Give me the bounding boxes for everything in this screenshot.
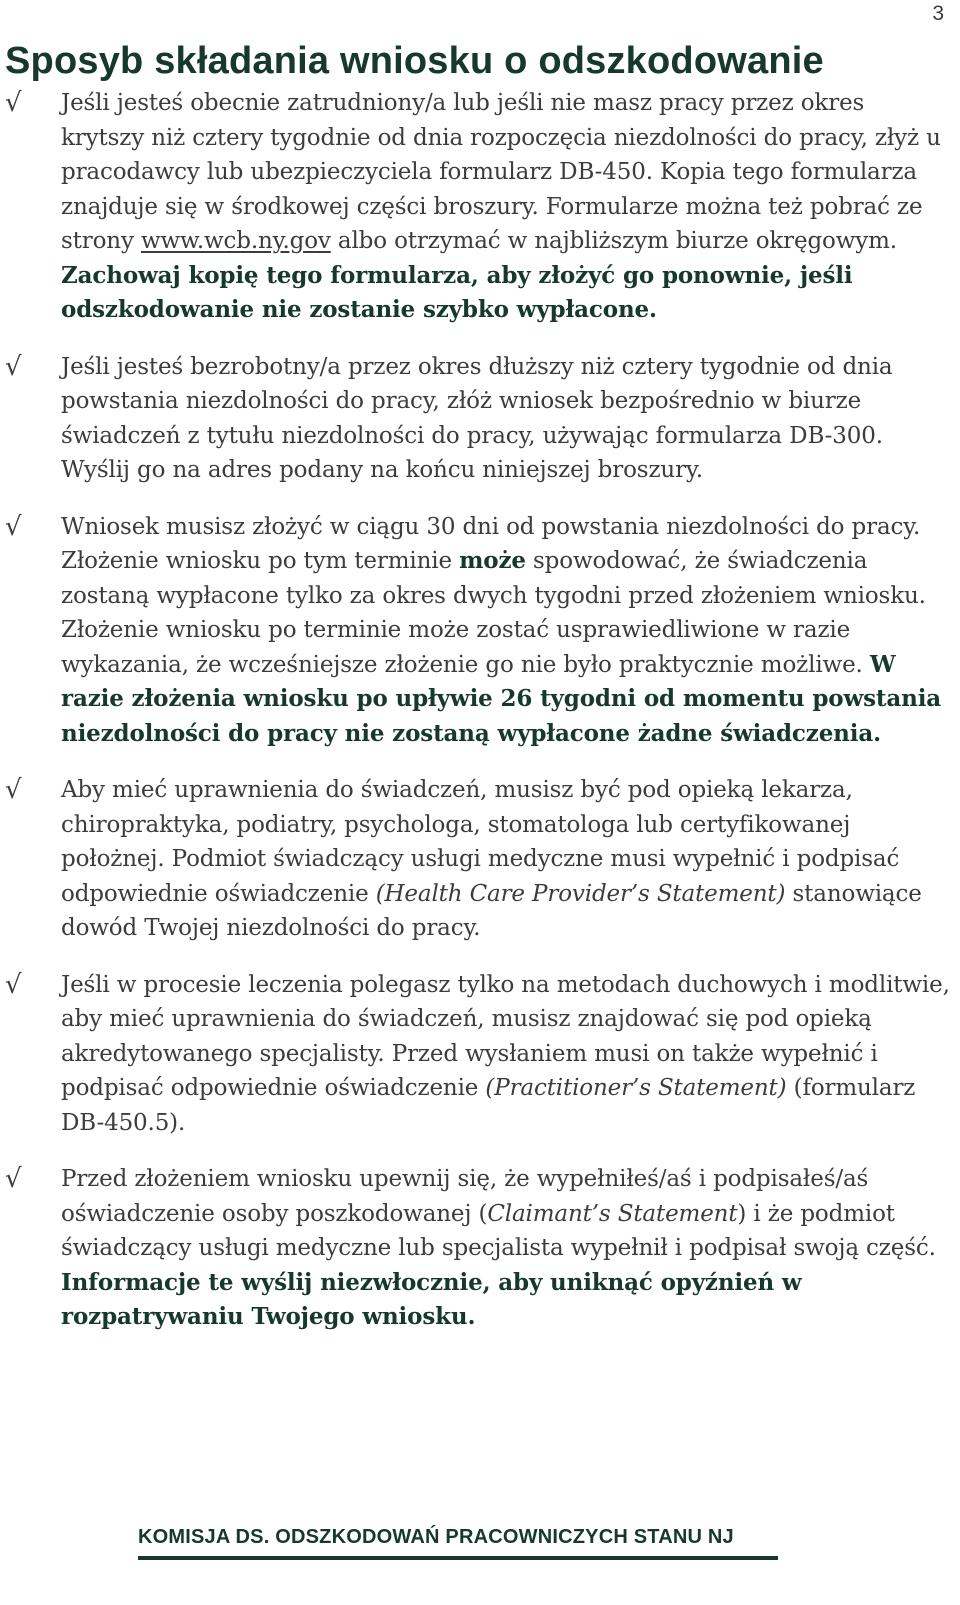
item-text: stanowiące dowód Twojej niezdolności do pracy. [61,880,922,941]
list-item [0,350,960,488]
item-text: spowodować, że świadczenia zostaną wypłacone tylko za okres dwych tygodni przed złożeniem wniosku. Złożenie wniosku po terminie może zostać usprawiedliwione w razie wykazania, że wcześniejsze złożenie go nie było praktycznie możliwe. [61,548,926,678]
website-link[interactable]: www.wcb.ny.gov [140,228,331,254]
form-name: (Health Care Provider’s Statement) [375,880,786,907]
item-text: Jeśli jesteś obecnie zatrudniony/a lub jeśli nie masz pracy przez okres krytszy niż cztery tygodnie od dnia rozpoczęcia niezdolności do pracy, złyż u pracodawcy lub ubezpieczyciela formularz DB-450. Kopia tego formularza znajduje się w środkowej części broszury. Formularze można też pobrać ze strony [61,90,941,254]
form-name: (Practitioner’s Statement) [485,1075,787,1101]
list-item [0,1162,960,1335]
item-text: Jeśli w procesie leczenia polegasz tylko na metodach duchowych i modlitwie, aby mieć uprawnienia do świadczeń, musisz znajdować się pod opieką akredytowanego specjalisty. Przed wysłaniem musi on także wypełnić i podpisać odpowiednie oświadczenie [61,971,950,1101]
item-text: (formularz DB-450.5). [61,1075,916,1136]
emphasis-text: może [459,547,526,574]
list-item [0,86,960,328]
list-item [0,968,960,1141]
item-text: albo otrzymać w najbliższym biurze okręgowym. [330,228,897,254]
footer-organization: KOMISJA DS. ODSZKODOWAŃ PRACOWNICZYCH STANU NJ [138,1526,734,1548]
list-item [0,510,960,752]
list-item [0,773,960,946]
check-mark-icon: √ [5,88,22,118]
check-mark-icon: √ [5,351,22,382]
check-mark-icon: √ [5,1164,22,1194]
check-mark-icon: √ [5,511,22,542]
item-text: Przed złożeniem wniosku upewnij się, że wypełniłeś/aś i podpisałeś/aś oświadczenie osoby poszkodowanej ( [61,1166,869,1227]
item-text: Jeśli jesteś bezrobotny/a przez okres dłuższy niż cztery tygodnie od dnia powstania niezdolności do pracy, złóż wniosek bezpośrednio w biurze świadczeń z tytułu niezdolności do pracy, używając formularza DB-300. Wyślij go na adres podany na końcu niniejszej broszury. [61,353,893,483]
emphasis-text: W razie złożenia wniosku po upływie 26 tygodni od momentu powstania niezdolności do pracy nie zostaną wypłacone żadne świadczenia. [61,650,942,747]
item-text: ) i że podmiot świadczący usługi medyczne lub specjalista wypełnił i podpisał swoją część. [61,1200,936,1261]
footer-divider [138,1556,778,1560]
check-mark-icon: √ [5,969,22,1000]
emphasis-text: Zachowaj kopię tego formularza, aby złożyć go ponownie, jeśli odszkodowanie nie zostanie szybko wypłacone. [61,261,853,323]
check-mark-icon: √ [5,775,22,805]
requirements-list [0,86,960,1357]
item-text: Aby mieć uprawnienia do świadczeń, musisz być pod opieką lekarza, chiropraktyka, podiatry, psychologa, stomatologa lub certyfikowanej położnej. Podmiot świadczący usługi medyczne musi wypełnić i podpisać odpowiednie oświadczenie [61,777,900,907]
item-text: Wniosek musisz złożyć w ciągu 30 dni od powstania niezdolności do pracy. Złożenie wniosku po tym terminie [61,513,921,574]
emphasis-text: Informacje te wyślij niezwłocznie, aby uniknąć opyźnień w rozpatrywaniu Twojego wniosku. [61,1268,802,1330]
form-name: Claimant’s Statement [487,1200,738,1227]
page-number: 3 [932,2,944,25]
page-title: Sposyb składania wniosku o odszkodowanie [5,40,824,82]
